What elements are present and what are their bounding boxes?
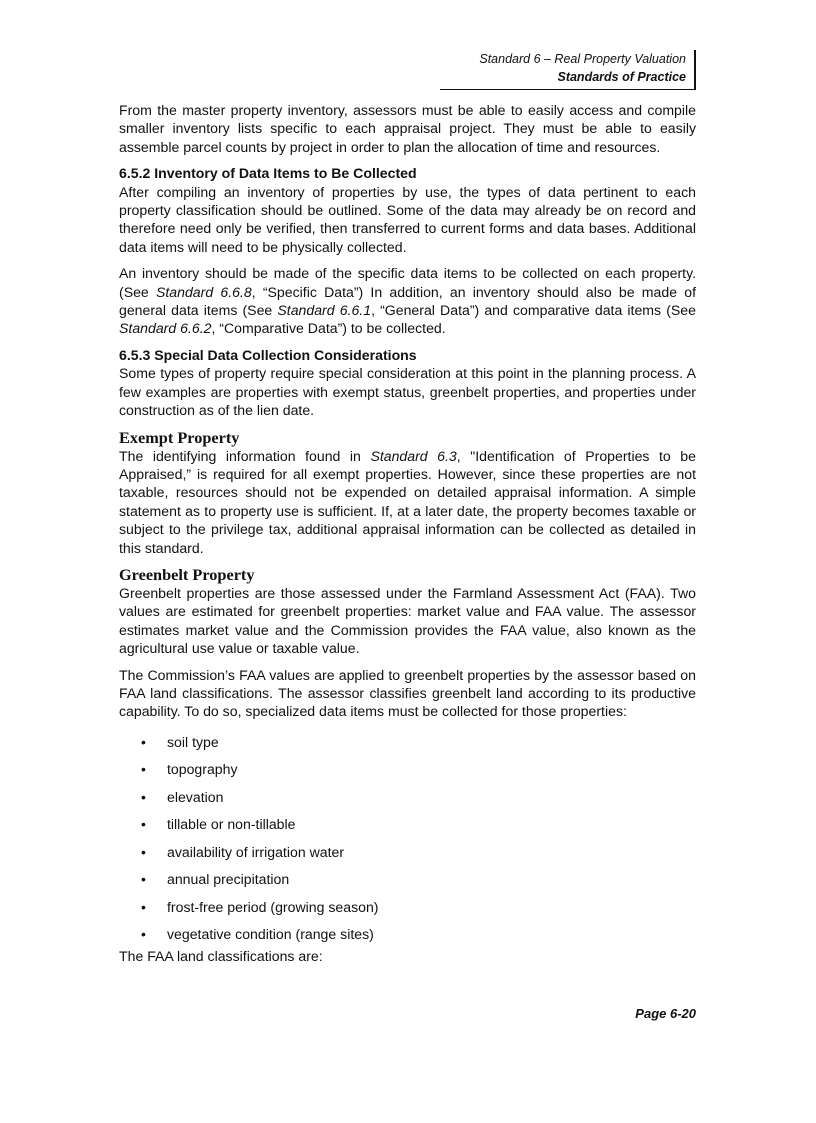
bullet-icon: • <box>141 816 146 833</box>
section-6-5-3-paragraph: Some types of property require special consideration at this point in the planning process. A few examples are properties with exempt status, greenbelt properties, and properties under construction as of the lien date. <box>119 365 696 419</box>
bullet-icon: • <box>141 843 146 860</box>
list-item <box>119 788 696 816</box>
list-item <box>119 815 696 843</box>
text-run: , “General Data”) and comparative data items (See <box>371 302 696 319</box>
list-item-text: annual precipitation <box>167 871 290 888</box>
section-6-5-2-paragraph-2 <box>119 264 696 338</box>
list-item-text: availability of irrigation water <box>167 843 345 860</box>
bullet-icon: • <box>141 761 146 778</box>
header-standard-title: Standard 6 – Real Property Valuation <box>479 52 686 66</box>
greenbelt-data-items-list <box>119 733 696 948</box>
standard-reference: Standard 6.6.8 <box>155 283 252 300</box>
list-item <box>119 870 696 898</box>
greenbelt-paragraph-2: The Commission’s FAA values are applied to greenbelt properties by the assessor based on FAA land classifications. The assessor classifies greenbelt land according to its productive capability. To do so, specialized data items must be collected for those properties: <box>119 666 696 720</box>
header-rule-horizontal <box>440 89 696 90</box>
bullet-icon: • <box>141 788 146 805</box>
subheading-exempt-property: Exempt Property <box>119 427 240 447</box>
section-heading-6-5-3: 6.5.3 Special Data Collection Considerations <box>119 346 417 363</box>
standard-reference: Standard 6.3 <box>370 447 457 464</box>
list-item-text: topography <box>167 761 238 778</box>
standard-reference: Standard 6.6.2 <box>119 320 212 337</box>
running-header <box>440 50 696 90</box>
list-item-text: frost-free period (growing season) <box>167 898 379 915</box>
text-run: , "Identification of Properties to be Appraised,” is required for all exempt properties. However, since these properties are not taxable, resources should not be expended on detailed appraisal information. A simple statement as to property use is sufficient. If, at a later date, the property becomes taxable or subject to the privilege tax, additional appraisal information can be collected as detailed in this standard. <box>119 447 696 556</box>
page-number: Page 6-20 <box>635 1006 696 1021</box>
bullet-icon: • <box>141 733 146 750</box>
list-item <box>119 760 696 788</box>
list-item <box>119 898 696 926</box>
header-subtitle: Standards of Practice <box>557 70 686 84</box>
faa-classifications-intro: The FAA land classifications are: <box>119 948 323 965</box>
text-run: , “Comparative Data”) to be collected. <box>211 320 446 337</box>
list-item <box>119 843 696 871</box>
text-run: , “Specific Data”) In addition, an inventory should also be made of general data items (See <box>119 283 696 319</box>
list-item-text: elevation <box>167 788 224 805</box>
section-6-5-2-paragraph-1: After compiling an inventory of properties by use, the types of data pertinent to each property classification should be outlined. Some of the data may already be on record and therefore need only be verified, then transferred to current forms and data bases. Additional data items will need to be physically collected. <box>119 183 696 255</box>
bullet-icon: • <box>141 871 146 888</box>
standard-reference: Standard 6.6.1 <box>277 302 372 319</box>
list-item <box>119 733 696 761</box>
header-rule-vertical <box>694 50 696 90</box>
list-item <box>119 925 696 947</box>
subheading-greenbelt-property: Greenbelt Property <box>119 564 255 584</box>
section-heading-6-5-2: 6.5.2 Inventory of Data Items to Be Collected <box>119 165 417 182</box>
list-item-text: tillable or non-tillable <box>167 816 296 833</box>
intro-paragraph: From the master property inventory, assessors must be able to easily access and compile smaller inventory lists specific to each appraisal project. They must be able to easily assemble parcel counts by project in order to plan the allocation of time and resources. <box>119 102 696 155</box>
list-item-text: soil type <box>167 733 219 750</box>
text-run: An inventory should be made of the specific data items to be collected on each property. (See <box>119 265 696 300</box>
list-item-text: vegetative condition (range sites) <box>167 926 374 943</box>
page-content <box>119 101 696 974</box>
exempt-property-paragraph <box>119 447 696 557</box>
bullet-icon: • <box>141 898 146 915</box>
bullet-icon: • <box>141 926 146 943</box>
text-run: The identifying information found in <box>119 447 371 464</box>
greenbelt-paragraph-1: Greenbelt properties are those assessed under the Farmland Assessment Act (FAA). Two values are estimated for greenbelt properties: market value and FAA value. The assessor estimates market value and the Commission provides the FAA value, also known as the agricultural use value or taxable value. <box>119 584 696 657</box>
